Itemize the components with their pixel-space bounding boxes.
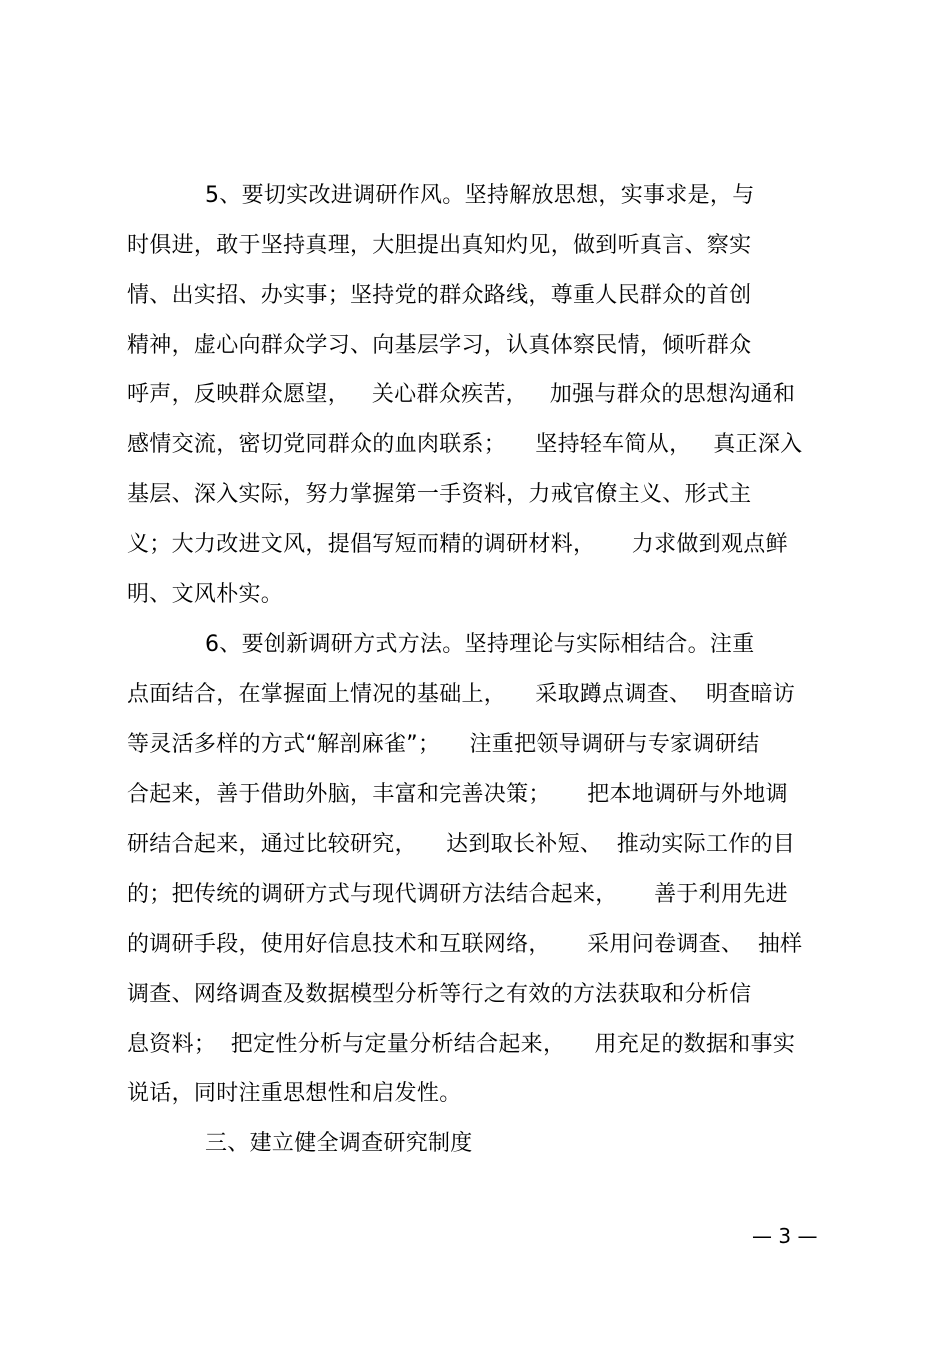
paragraph-6-line-7: 的调研手段，使用好信息技术和互联网络， 采用问卷调查、 抽样 (127, 932, 803, 957)
paragraph-5-line-8: 义；大力改进文风，提倡写短而精的调研材料， 力求做到观点鲜 (127, 532, 788, 557)
paragraph-6-line-2: 点面结合，在掌握面上情况的基础上， 采取蹲点调查、 明查暗访 (127, 682, 796, 707)
paragraph-6-line-6: 的；把传统的调研方式与现代调研方法结合起来， 善于利用先进 (127, 882, 788, 907)
paragraph-6-line-1: 6、要创新调研方式方法。坚持理论与实际相结合。注重 (205, 632, 755, 657)
paragraph-5-line-6: 感情交流，密切党同群众的血肉联系； 坚持轻车简从， 真正深入 (127, 432, 803, 457)
paragraph-6-line-5: 研结合起来，通过比较研究， 达到取长补短、 推动实际工作的目 (127, 832, 796, 857)
paragraph-5-line-4: 精神，虚心向群众学习、向基层学习，认真体察民情，倾听群众 (127, 333, 752, 358)
paragraph-6-line-10: 说话，同时注重思想性和启发性。 (127, 1081, 462, 1106)
page-number: — 3 — (752, 1224, 818, 1248)
section-heading: 三、建立健全调查研究制度 (205, 1131, 473, 1156)
paragraph-5-line-7: 基层、深入实际，努力掌握第一手资料，力戒官僚主义、形式主 (127, 482, 752, 507)
paragraph-5-line-3: 情、出实招、办实事；坚持党的群众路线，尊重人民群众的首创 (127, 283, 752, 308)
paragraph-5-line-5: 呼声，反映群众愿望， 关心群众疾苦， 加强与群众的思想沟通和 (127, 382, 796, 407)
paragraph-5-line-9: 明、文风朴实。 (127, 582, 284, 607)
paragraph-6-line-8: 调查、网络调查及数据模型分析等行之有效的方法获取和分析信 (127, 982, 752, 1007)
paragraph-6-line-3: 等灵活多样的方式“解剖麻雀”； 注重把领导调研与专家调研结 (127, 732, 760, 757)
paragraph-6-line-9: 息资料； 把定性分析与定量分析结合起来， 用充足的数据和事实 (127, 1032, 796, 1057)
paragraph-5-line-1: 5、要切实改进调研作风。坚持解放思想，实事求是，与 (205, 183, 755, 208)
paragraph-5-line-2: 时俱进，敢于坚持真理，大胆提出真知灼见，做到听真言、察实 (127, 233, 752, 258)
paragraph-6-line-4: 合起来，善于借助外脑，丰富和完善决策； 把本地调研与外地调 (127, 782, 788, 807)
